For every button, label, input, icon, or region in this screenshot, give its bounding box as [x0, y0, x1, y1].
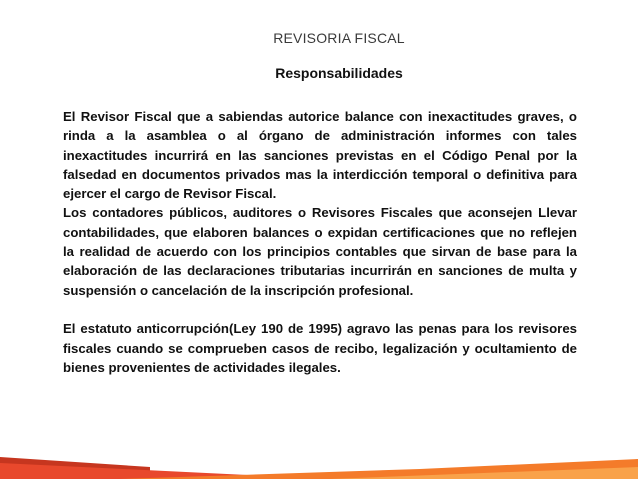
slide-title: REVISORIA FISCAL	[273, 30, 405, 46]
bottom-bar-graphic	[0, 449, 638, 479]
slide-subtitle: Responsabilidades	[275, 65, 403, 81]
slide-body	[63, 107, 577, 377]
paragraph-estatuto: El estatuto anticorrupción(Ley 190 de 1995) agravo las penas para los revisores fiscales cuando se comprueben casos de recibo, legalización y ocultamiento de bienes provenientes de actividades ilegales.	[63, 321, 577, 375]
paragraph-revisor-fiscal: El Revisor Fiscal que a sabiendas autorice balance con inexactitudes graves, o rinda a la asamblea o al órgano de administración informes con tales inexactitudes incurrirá en las sanciones previstas en el Código Penal por la falsedad en documentos privados mas la interdicción temporal o definitiva para ejercer el cargo de Revisor Fiscal.	[63, 109, 577, 202]
decorative-bottom-bar	[0, 449, 638, 479]
paragraph-spacer	[63, 300, 577, 319]
paragraph-contadores: Los contadores públicos, auditores o Revisores Fiscales que aconsejen Llevar contabilidades, que elaboren balances o expidan certificaciones que no reflejen la realidad de acuerdo con los principios contables que sirvan de base para la elaboración de las declaraciones tributarias incurrirán en sanciones de multa y suspensión o cancelación de la inscripción profesional.	[63, 205, 577, 298]
